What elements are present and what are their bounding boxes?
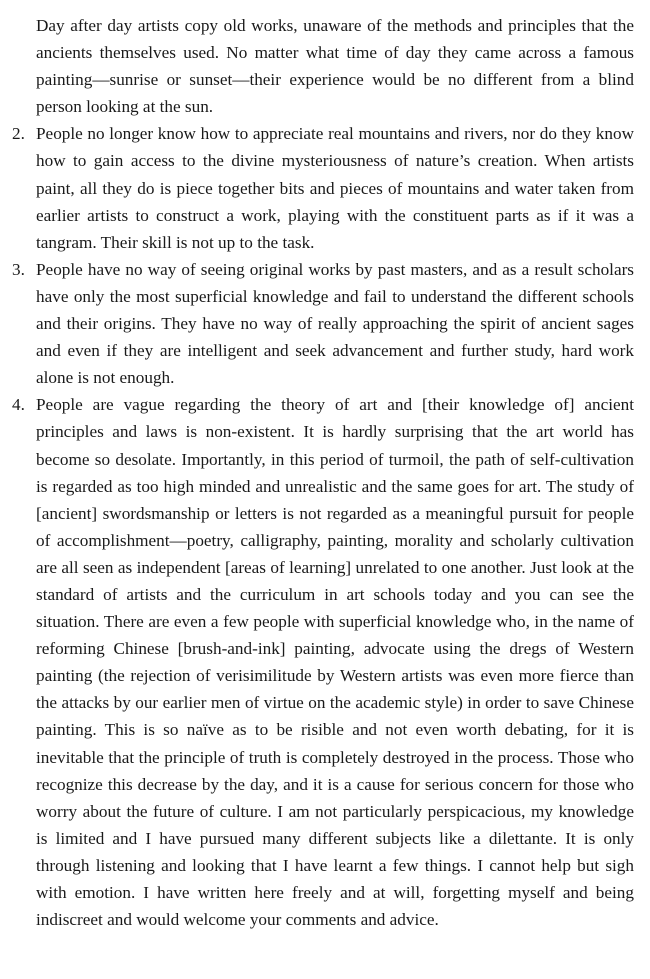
intro-paragraph: Day after day artists copy old works, unaware of the methods and principles that the ancients themselves used. No matter what time of day they came across a famous painting—sunrise or sunset—their experience would be no different from a blind person looking at the sun. xyxy=(36,16,634,117)
list-item-2 xyxy=(12,120,634,255)
list-item-3 xyxy=(12,256,634,391)
list-number: 4. xyxy=(12,395,25,415)
list-item-text: People are vague regarding the theory of art and [their knowledge of] ancient principles and laws is non-existent. It is hardly surprising that the art world has become so desolate. Importantly, in this period of turmoil, the path of self-cultivation is regarded as too high minded and unrealistic and the same goes for art. The study of [ancient] swordsmanship or letters is not regarded as a meaningful pursuit for people of accomplishment—poetry, calligraphy, painting, morality and scholarly cultivation are all seen as independent [areas of learning] unrelated to one another. Just look at the standard of artists and the curriculum in art schools today and you can see the situation. There are even a few people with superficial knowledge who, in the name of reforming Chinese [brush-and-ink] painting, advocate using the dregs of Western painting (the rejection of verisimilitude by Western artists was even more fierce than the attacks by our earlier men of virtue on the academic style) in order to save Chinese painting. This is so naïve as to be risible and not even worth debating, for it is inevitable that the principle of truth is completely destroyed in the process. Those who recognize this decrease by the day, and it is a cause for serious concern for those who worry about the future of culture. I am not particularly perspicacious, my knowledge is limited and I have pursued many different subjects like a dilettante. It is only through listening and looking that I have learnt a few things. I cannot help but sigh with emotion. I have written here freely and at will, forgetting myself and being indiscreet and would welcome your comments and advice. xyxy=(36,395,634,930)
list-number: 2. xyxy=(12,124,25,144)
list-item-4 xyxy=(12,391,634,933)
list-item-text: People have no way of seeing original works by past masters, and as a result scholars have only the most superficial knowledge and fail to understand the different schools and their origins. They have no way of really approaching the spirit of ancient sages and even if they are intelligent and seek advancement and further study, hard work alone is not enough. xyxy=(36,259,634,388)
list-item-text: People no longer know how to appreciate real mountains and rivers, nor do they know how to gain access to the divine mysteriousness of nature’s creation. When artists paint, all they do is piece together bits and pieces of mountains and water taken from earlier artists to construct a work, playing with the constituent parts as if it was a tangram. Their skill is not up to the task. xyxy=(36,124,634,252)
list-number: 3. xyxy=(12,259,25,279)
